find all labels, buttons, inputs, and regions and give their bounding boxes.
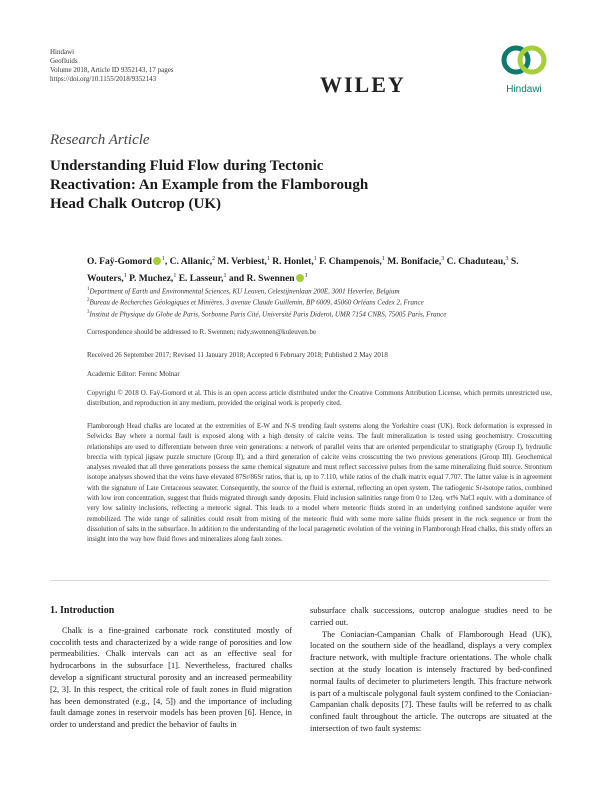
author-affiliation-number: 1 — [381, 256, 385, 262]
journal-name: Geofluids — [50, 57, 78, 65]
affiliation-line — [87, 285, 552, 296]
wiley-logo: WILEY — [320, 72, 406, 97]
author-name: M. Bonifacie, — [387, 257, 442, 268]
hindawi-logo-icon — [498, 40, 550, 106]
affiliation-number: 2 — [87, 298, 90, 304]
journal-volume: Volume 2018, Article ID 9352143, 17 pages — [50, 66, 174, 74]
affiliation-text: Institut de Physique du Globe de Paris, Sorbonne Paris Cité, Université Paris Diderot, UMR 7154 CNRS, 75005 Paris, France — [89, 309, 447, 318]
orcid-icon[interactable] — [296, 274, 304, 282]
affiliation-text: Bureau de Recherches Géologiques et Minières, 3 avenue Claude Guillemin, BP 6009, 45060 Orléans Cedex 2, France — [89, 298, 424, 307]
received-dates: Received 26 September 2017; Revised 11 January 2018; Accepted 6 February 2018; Published 2 May 2018 — [87, 351, 388, 359]
copyright-notice: Copyright © 2018 O. Faÿ-Gomord et al. This is an open access article distributed under the Creative Commons Attribution License, which permits unrestricted use, distribution, and reproduction in any medium, provided the original work is properly cited. — [87, 389, 552, 407]
author-name: C. Chaduteau, — [446, 257, 506, 268]
affiliation-text: Department of Earth and Environmental Sciences, KU Leuven, Celestijnenlaan 200E, 3001 Heverlee, Belgium — [89, 287, 400, 296]
affiliation-number: 1 — [87, 287, 90, 292]
publisher-logos — [320, 40, 550, 106]
author-name: M. Verbiest, — [217, 257, 267, 268]
section-divider — [50, 580, 550, 581]
journal-doi[interactable]: https://doi.org/10.1155/2018/9352143 — [50, 75, 157, 83]
section-heading: 1. Introduction — [50, 605, 115, 616]
author-name: and R. Swennen — [228, 274, 295, 285]
author-name: P. Muchez, — [129, 274, 174, 285]
author-affiliation-number: 2 — [212, 256, 216, 262]
abstract: Flamborough Head chalks are located at the extremities of E-W and N-S trending fault systems along the Yorkshire coast (UK). Rock deformation is expressed in Selwicks Bay where a normal fault is exposed along with a high density of calcite veins. The fault mineralization is tested using geochemistry. Crosscutting relationships are used to differentiate between three vein generations: a network of parallel veins that are oriented perpendicular to stratigraphy (Group I), hydraulic breccia with typical jigsaw puzzle structure (Group II), and a third generation of calcite veins crosscutting the two previous generations (Group III). Geochemical analyses revealed that all three generations possess the same chemical signature and must reflect successive pulses from the same mineralizing fluid source. Strontium isotope analyses showed that the veins have elevated 87Sr/86Sr ratios, that is, up to 7.110, while ratios of the chalk matrix equal 7.707. The latter value is in agreement with the signature of Late Cretaceous seawater. Consequently, the source of the fluid is external, reflecting an open system. The radiogenic Sr-isotope ratios, combined with low iron concentration, suggest that fluids migrated through sandy deposits. Fluid inclusion salinities range from 0 to 12eq. wt% NaCl equiv. with a dominance of very low salinity inclusions, reflecting a meteoric signal. This leads to a model where meteoric fluids stored in an underlying confined sandstone aquifer were remobilized. The wide range of salinities could result from mixing of the meteoric fluid with some more saline fluids present in the rock sequence or from the dissolution of salts in the subsurface. In addition to the understanding of the local paragenetic evolution of the veining in Flamborough Head chalks, this study offers an insight into the way how fluid flows and mineralizes along fault zones. — [87, 423, 552, 544]
affiliation-number: 3 — [87, 309, 90, 315]
author-name: O. Faÿ-Gomord — [87, 257, 152, 268]
author-name: E. Lasseur, — [178, 274, 224, 285]
journal-meta — [50, 48, 174, 84]
author-affiliation-number: 1 — [161, 256, 165, 262]
orcid-icon[interactable] — [153, 257, 161, 265]
hindawi-wordmark: Hindawi — [506, 84, 542, 95]
correspondence: Correspondence should be addressed to R. Swennen; rudy.swennen@kuleuven.be — [87, 328, 317, 336]
intro-left-column — [50, 605, 292, 731]
intro-right-column — [310, 605, 552, 735]
author-affiliation-number: 1 — [313, 256, 317, 262]
intro-paragraph-1: Chalk is a fine-grained carbonate rock constituted mostly of coccolith tests and characterized by a wide range of porosities and low permeabilities. Chalk intervals can act as an effective seal for hydrocarbons in the subsurface [1]. Nevertheless, fractured chalks develop a significant structural porosity and an increased permeability [2, 3]. In this respect, the critical role of fault zones in fluid migration has been demonstrated (e.g., [4, 5]) and the importance of including fault damage zones in reservoir models has been proven [6]. Hence, in order to understand and predict the behavior of faults in — [50, 625, 292, 730]
affiliation-line — [87, 308, 552, 319]
intro-paragraph-continued: subsurface chalk successions, outcrop analogue studies need to be carried out. — [310, 606, 552, 627]
author-name: R. Honlet, — [272, 257, 314, 268]
intro-paragraph-2: The Coniacian-Campanian Chalk of Flamborough Head (UK), located on the southern side of the headland, displays a very complex fracture network, with multiple fracture orientations. The whole chalk section at the study location is intensely fractured by bed-confined normal faults of decimeter to plurimeters length. This fracture network is part of a multiscale polygonal fault system confined to the Coniacian-Campanian chalk deposits [7]. These faults will be referred to as chalk confined fault throughout the article. The outcrops are situated at the intersection of two fault systems: — [310, 629, 552, 733]
article-title: Understanding Fluid Flow during Tectonic Reactivation: An Example from the Flamborough Head Chalk Outcrop (UK) — [50, 158, 369, 212]
academic-editor: Academic Editor: Ferenc Molnar — [87, 370, 180, 378]
author-list: O. Faÿ-Gomord $^1$, C. Allanic,$^2$ M. Verbiest,$^1$ R. Honlet,$^1$ F. Champenois,$^1$ M. Bonifacie,$^3$ C. Chaduteau,$^3$ S. Wouters,$^1$ P. Muchez,$^1$ E. Lasseur,$^1$ and R. Swennen $^1$ — [87, 256, 519, 285]
affiliations — [87, 285, 552, 319]
author-name: F. Champenois, — [319, 257, 382, 268]
author-affiliation-number: 1 — [123, 273, 127, 280]
author-affiliation-number: 1 — [223, 273, 227, 280]
author-affiliation-number: 3 — [441, 256, 445, 262]
author-name: S. Wouters, — [87, 257, 519, 285]
article-type: Research Article — [50, 132, 150, 148]
journal-publisher: Hindawi — [50, 48, 75, 56]
author-affiliation-number: 1 — [173, 273, 177, 280]
author-affiliation-number: 1 — [266, 256, 270, 262]
affiliation-line — [87, 296, 552, 307]
author-affiliation-number: 3 — [505, 256, 509, 262]
author-affiliation-number: 1 — [304, 273, 308, 280]
author-name: C. Allanic, — [169, 257, 213, 268]
